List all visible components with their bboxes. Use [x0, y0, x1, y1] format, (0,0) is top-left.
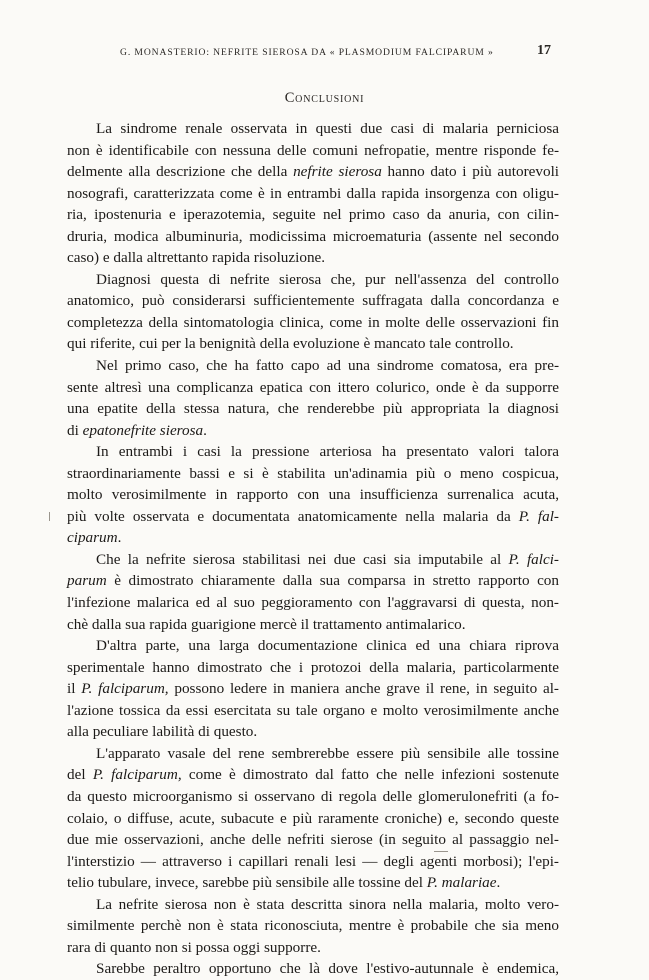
text-segment: alla peculiare labilità di questo. — [67, 723, 258, 741]
text-segment: straordinariamente bassi e si è stabilita un'adinamia più o meno cospicua, — [67, 464, 559, 482]
text-segment: La sindrome renale osservata in questi due casi di malaria perniciosa — [96, 120, 559, 137]
text-segment: Che la nefrite sierosa stabilitasi nei due casi sia imputabile al — [96, 550, 509, 568]
text-segment: caso) e dalla altrettanto rapida risoluzione. — [67, 249, 326, 267]
text-line — [67, 614, 559, 636]
text-segment: D'altra parte, una larga documentazione clinica ed una chiara riprova — [96, 637, 559, 655]
text-segment: hanno dato i più autorevoli — [381, 163, 560, 181]
italic-text: parum — [67, 572, 107, 590]
text-segment: delmente alla descrizione che della — [67, 163, 294, 181]
text-segment: molto verosimilmente in rapporto con una insufficienza surrenalica acuta, — [67, 486, 559, 504]
text-segment: similmente perchè non è stata riconosciuta, mentre è probabile che sia meno — [67, 917, 559, 935]
text-segment: druria, modica albuminuria, modicissima microematuria (assente nel secondo — [67, 227, 559, 245]
text-line — [67, 764, 559, 786]
text-line — [67, 312, 559, 334]
text-segment: Nel primo caso, che ha fatto capo ad una sindrome comatosa, era pre- — [96, 357, 559, 375]
text-line — [67, 872, 559, 894]
text-line — [67, 721, 559, 743]
margin-mark — [49, 512, 50, 521]
text-line — [67, 743, 559, 765]
text-segment: La nefrite sierosa non è stata descritta sinora nella malaria, molto vero- — [96, 895, 559, 913]
text-line — [67, 657, 559, 679]
text-segment: anatomico, può considerarsi sufficientemente suffragata dalla concordanza e — [67, 292, 559, 310]
text-line — [67, 204, 559, 226]
text-line — [67, 808, 559, 830]
body-text — [67, 118, 559, 980]
text-segment: chè dalla sua rapida guarigione mercè il trattamento antimalarico. — [67, 615, 466, 633]
text-line — [67, 700, 559, 722]
text-line — [67, 786, 559, 808]
text-line — [67, 441, 559, 463]
text-segment: l'infezione malarica ed al suo peggioramento con l'aggravarsi di questa, non- — [67, 594, 559, 612]
text-segment: telio tubulare, invece, sarebbe più sensibile alle tossine del — [67, 874, 427, 892]
italic-text: P. malariae — [426, 874, 497, 892]
section-title: Conclusioni — [284, 90, 365, 106]
text-segment: da questo microorganismo si osservano di regola delle glomerulonefriti (a fo- — [67, 787, 559, 805]
text-segment: completezza della sintomatologia clinica, come in molte delle osservazioni fin — [67, 313, 559, 331]
text-line — [67, 290, 559, 312]
text-line — [67, 226, 559, 248]
text-line — [67, 377, 559, 399]
text-line — [67, 894, 559, 916]
text-line — [67, 140, 559, 162]
text-segment: di — [67, 421, 83, 439]
italic-text: P. fal- — [518, 507, 559, 525]
text-segment: colaio, o diffuse, acute, subacute e più raramente croniche) e, secondo queste — [67, 809, 559, 827]
text-segment: non è identificabile con nessuna delle comuni nefropatie, mentre risponde fe- — [67, 141, 559, 159]
italic-text: ciparum — [67, 529, 118, 547]
text-segment: una epatite della stessa natura, che renderebbe più appropriata la diagnosi — [67, 400, 559, 418]
text-segment: sperimentale hanno dimostrato che i protozoi della malaria, particolarmente — [67, 658, 559, 676]
text-line — [67, 484, 559, 506]
text-segment: nosografi, caratterizzata come è in entrambi dalla rapida insorgenza con oligu- — [67, 184, 559, 202]
text-segment: possono ledere in maniera anche grave il rene, in seguito al- — [168, 680, 559, 698]
italic-text: P. falciparum, — [92, 766, 182, 784]
text-line — [67, 269, 559, 291]
text-line — [67, 420, 559, 442]
text-line — [67, 851, 559, 873]
italic-text: epatonefrite sierosa — [82, 421, 204, 439]
text-segment: il — [67, 680, 82, 698]
text-segment: più volte osservata e documentata anatomicamente nella malaria da — [67, 507, 519, 525]
italic-text: P. falciparum, — [81, 680, 169, 698]
text-segment: L'apparato vasale del rene sembrerebbe essere più sensibile alle tossine — [96, 744, 559, 762]
text-line — [67, 355, 559, 377]
text-segment: . — [203, 421, 207, 439]
text-segment: In entrambi i casi la pressione arteriosa ha presentato valori talora — [96, 443, 559, 461]
text-line — [67, 592, 559, 614]
text-line — [67, 549, 559, 571]
text-segment: due mie osservazioni, anche delle nefriti sierose (in seguito al passaggio nel- — [67, 831, 559, 849]
text-segment: rara di quanto non si possa oggi supporre. — [67, 938, 321, 956]
text-segment: del — [67, 766, 93, 784]
text-line — [67, 183, 559, 205]
text-line — [67, 398, 559, 420]
text-line — [67, 463, 559, 485]
italic-text: P. falci- — [508, 550, 559, 568]
text-segment: . — [496, 874, 501, 892]
text-line — [67, 678, 559, 700]
text-line — [67, 829, 559, 851]
running-head: G. MONASTERIO: NEFRITE SIEROSA DA « PLASMODIUM FALCIPARUM » — [120, 47, 494, 58]
text-line — [67, 333, 559, 355]
text-segment: Sarebbe peraltro opportuno che là dove l'estivo-autunnale è endemica, — [96, 960, 559, 978]
text-segment: ria, ipostenuria e iperazotemia, seguite nel primo caso da anuria, con cilin- — [67, 206, 559, 224]
text-segment: come è dimostrato dal fatto che nelle infezioni sostenute — [181, 766, 559, 784]
text-line — [67, 915, 559, 937]
text-line — [67, 958, 559, 980]
text-line — [67, 118, 559, 140]
text-line — [67, 506, 559, 528]
bottom-mark — [434, 851, 448, 852]
text-segment: sente altresì una complicanza epatica con ittero colurico, onde è da supporre — [67, 378, 559, 396]
text-segment: qui riferite, cui per la benignità della evoluzione è mancato tale controllo. — [67, 335, 514, 353]
text-segment: . — [117, 529, 122, 547]
text-segment: è dimostrato chiaramente dalla sua comparsa in stretto rapporto con — [106, 572, 559, 590]
text-line — [67, 527, 559, 549]
text-line — [67, 937, 559, 959]
italic-text: nefrite sierosa — [293, 163, 382, 181]
page-number: 17 — [537, 43, 551, 58]
text-line — [67, 570, 559, 592]
text-line — [67, 161, 559, 183]
text-line — [67, 635, 559, 657]
text-line — [67, 247, 559, 269]
text-segment: l'interstizio — attraverso i capillari renali lesi — degli agenti morbosi); l'epi- — [67, 852, 559, 870]
text-segment: Diagnosi questa di nefrite sierosa che, pur nell'assenza del controllo — [96, 270, 559, 288]
text-segment: l'azione tossica da essi esercitata su tale organo e molto verosimilmente anche — [67, 701, 559, 719]
